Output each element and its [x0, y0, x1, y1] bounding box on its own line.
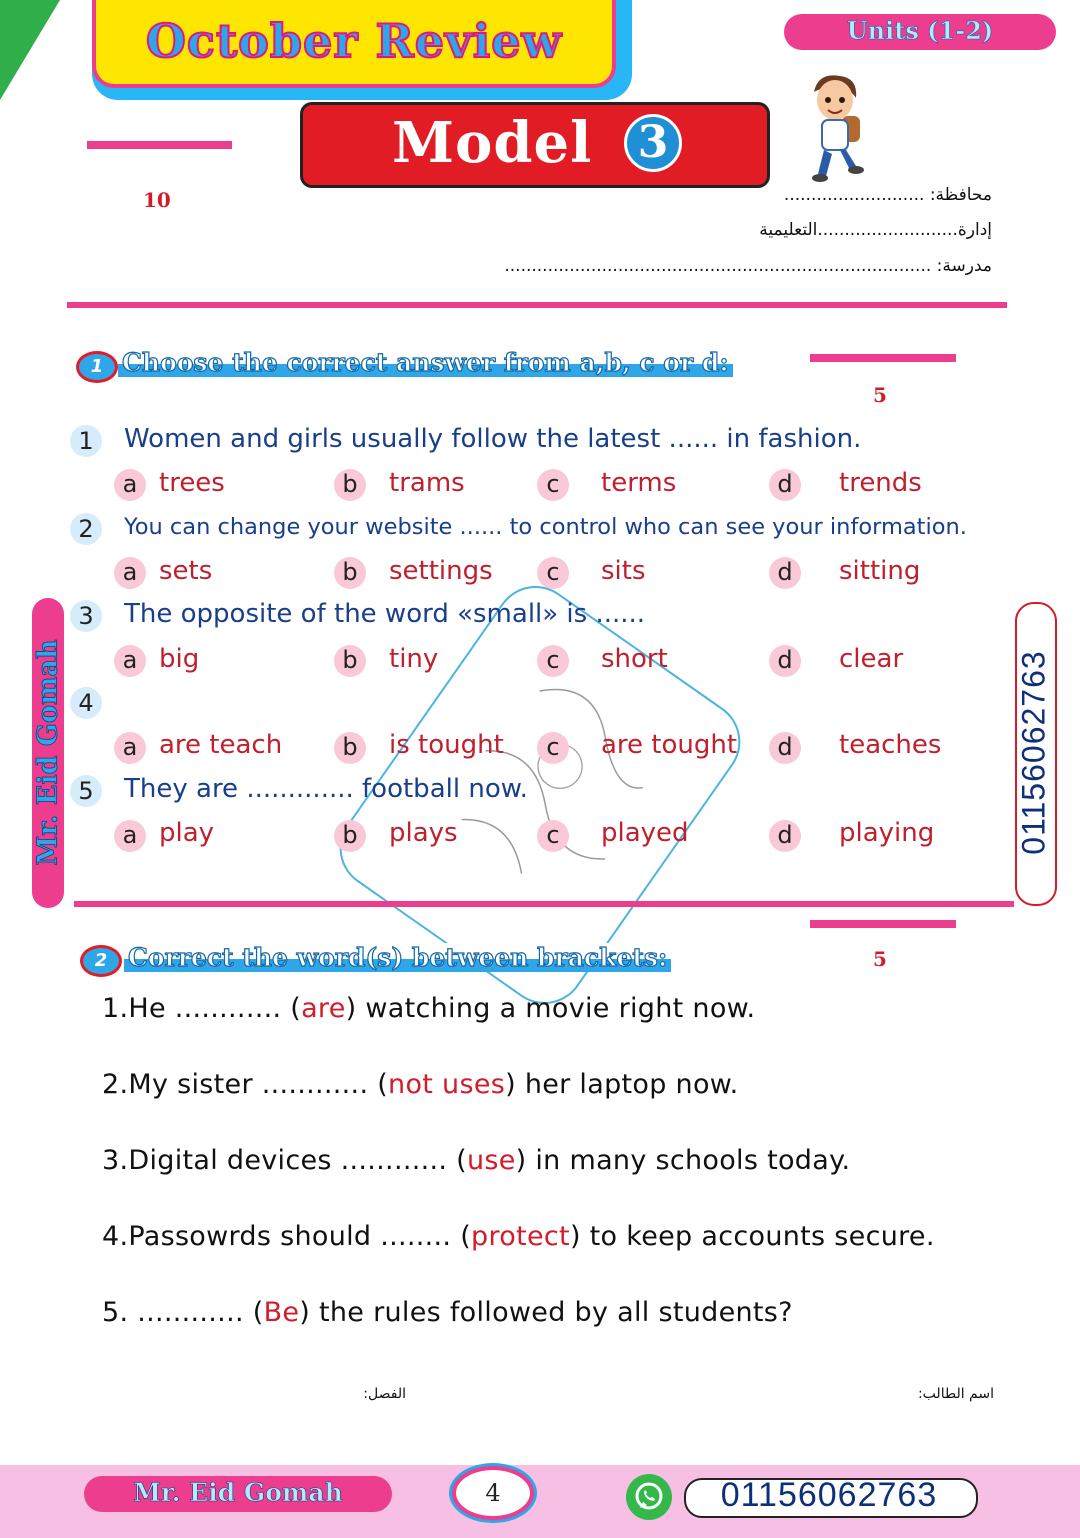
bracket-word: are [301, 993, 346, 1024]
option-letter[interactable]: b [334, 645, 366, 677]
correction-item [102, 1069, 739, 1100]
side-phone-number: 01156062763 [1015, 650, 1052, 855]
option-text[interactable]: teaches [839, 730, 942, 760]
option-letter[interactable]: c [537, 820, 569, 852]
correction-suffix: ) to keep accounts secure. [569, 1221, 935, 1252]
bracket-word: protect [471, 1221, 570, 1252]
option-text[interactable]: is tought [389, 730, 504, 760]
option-text[interactable]: clear [839, 644, 904, 674]
question-number: 3 [70, 600, 102, 632]
option-text[interactable]: are teach [159, 730, 283, 760]
option-letter[interactable]: d [769, 469, 801, 501]
correction-prefix: 3.Digital devices ............ ( [102, 1145, 467, 1176]
option-letter[interactable]: d [769, 557, 801, 589]
question-text: The opposite of the word «small» is ...... [124, 599, 646, 629]
question-number: 2 [70, 513, 102, 545]
bracket-word: not uses [388, 1069, 506, 1100]
footer-phone-number: 01156062763 [720, 1476, 938, 1514]
option-text[interactable]: sets [159, 556, 213, 586]
option-text[interactable]: played [601, 818, 689, 848]
units-label: Units (1-2) [846, 16, 994, 45]
total-score: 10 [143, 188, 171, 212]
section2-title: Correct the word(s) between brackets: [124, 943, 671, 972]
side-teacher-name: Mr. Eid Gomah [32, 639, 64, 866]
option-letter[interactable]: c [537, 469, 569, 501]
option-letter[interactable]: d [769, 820, 801, 852]
question-number: 1 [70, 425, 102, 457]
option-letter[interactable]: b [334, 469, 366, 501]
option-letter[interactable]: b [334, 732, 366, 764]
option-letter[interactable]: b [334, 557, 366, 589]
section1-title: Choose the correct answer from a,b, c or d: [118, 348, 733, 377]
section2-score: 5 [873, 947, 887, 971]
correction-suffix: ) watching a movie right now. [345, 993, 756, 1024]
total-score-bar [87, 141, 232, 149]
page-title: October Review [145, 14, 563, 68]
option-text[interactable]: plays [389, 818, 458, 848]
administration-field: إدارة..........................التعليمية [759, 220, 992, 240]
section1-score: 5 [873, 383, 887, 407]
option-text[interactable]: trends [839, 468, 922, 498]
option-text[interactable]: short [601, 644, 668, 674]
correction-item [102, 1145, 850, 1176]
correction-item [102, 993, 755, 1024]
correction-prefix: 2.My sister ............ ( [102, 1069, 389, 1100]
correction-item [102, 1221, 935, 1252]
option-letter[interactable]: a [114, 645, 146, 677]
section2-number: 2 [80, 945, 122, 977]
option-text[interactable]: trees [159, 468, 225, 498]
option-text[interactable]: tiny [389, 644, 439, 674]
option-letter[interactable]: d [769, 645, 801, 677]
option-text[interactable]: big [159, 644, 200, 674]
option-letter[interactable]: d [769, 732, 801, 764]
header-divider [67, 302, 1007, 308]
class-label: الفصل: [363, 1386, 406, 1402]
correction-suffix: ) in many schools today. [515, 1145, 851, 1176]
option-text[interactable]: play [159, 818, 215, 848]
question-number: 4 [70, 687, 102, 719]
option-letter[interactable]: a [114, 469, 146, 501]
option-letter[interactable]: b [334, 820, 366, 852]
correction-prefix: 1.He ............ ( [102, 993, 302, 1024]
boy-student-illustration [800, 70, 870, 185]
model-word: Model [392, 110, 593, 176]
governorate-field: محافظة: .......................... [783, 185, 992, 205]
footer-teacher-name: Mr. Eid Gomah [133, 1478, 343, 1507]
question-text: You can change your website ...... to control who can see your information. [124, 514, 967, 540]
bracket-word: use [466, 1145, 516, 1176]
question-text: Women and girls usually follow the latest ...... in fashion. [124, 424, 862, 454]
option-letter[interactable]: a [114, 557, 146, 589]
correction-prefix: 4.Passowrds should ........ ( [102, 1221, 472, 1252]
corner-decoration [0, 0, 60, 100]
option-text[interactable]: settings [389, 556, 493, 586]
question-number: 5 [70, 775, 102, 807]
model-number: 3 [624, 114, 682, 172]
option-letter[interactable]: c [537, 645, 569, 677]
option-text[interactable]: sits [601, 556, 646, 586]
section-divider [74, 901, 1014, 907]
correction-item [102, 1297, 793, 1328]
option-letter[interactable]: c [537, 557, 569, 589]
option-text[interactable]: are tought [601, 730, 738, 760]
correction-suffix: ) the rules followed by all students? [299, 1297, 793, 1328]
option-text[interactable]: trams [389, 468, 465, 498]
school-field: مدرسة: ............................................................................... [504, 256, 992, 276]
whatsapp-icon [626, 1474, 672, 1520]
page-number: 4 [452, 1466, 534, 1520]
option-letter[interactable]: a [114, 820, 146, 852]
option-text[interactable]: playing [839, 818, 935, 848]
section1-score-bar [810, 354, 956, 362]
correction-suffix: ) her laptop now. [505, 1069, 739, 1100]
section2-score-bar [810, 920, 956, 928]
student-name-label: اسم الطالب: [917, 1386, 994, 1402]
option-text[interactable]: terms [601, 468, 677, 498]
option-letter[interactable]: c [537, 732, 569, 764]
option-letter[interactable]: a [114, 732, 146, 764]
bracket-word: Be [263, 1297, 300, 1328]
correction-prefix: 5. ............ ( [102, 1297, 264, 1328]
option-text[interactable]: sitting [839, 556, 921, 586]
section1-number: 1 [76, 351, 118, 383]
question-text: They are ............. football now. [124, 774, 528, 804]
